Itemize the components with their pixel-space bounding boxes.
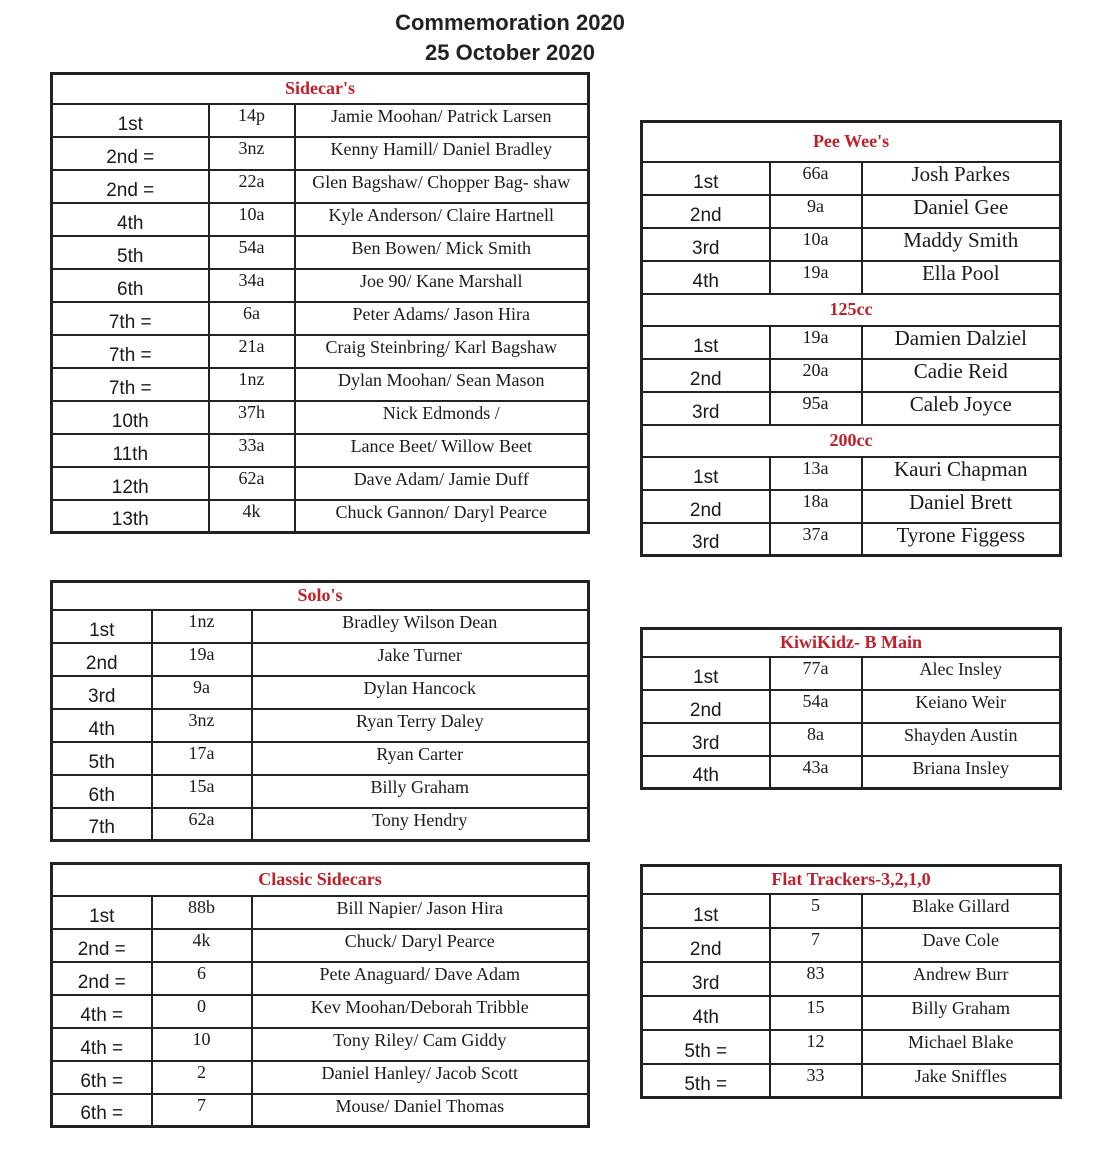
position-cell: 1st — [52, 104, 209, 137]
position-cell: 2nd = — [52, 929, 152, 962]
position-cell: 2nd — [642, 928, 770, 962]
table-row — [52, 368, 589, 401]
table-row — [642, 657, 1061, 690]
number-cell: 34a — [209, 269, 295, 302]
classic-body — [52, 864, 589, 1127]
position-cell: 4th = — [52, 1028, 152, 1061]
rider-name-cell: Mouse/ Daniel Thomas — [252, 1094, 589, 1127]
number-cell: 37h — [209, 401, 295, 434]
section-title: 125cc — [642, 294, 1061, 326]
position-cell: 4th — [642, 996, 770, 1030]
number-cell: 19a — [152, 643, 252, 676]
number-cell: 22a — [209, 170, 295, 203]
page-date: 25 October 2020 — [425, 40, 595, 65]
table-row — [52, 1028, 589, 1061]
rider-name-cell: Bill Napier/ Jason Hira — [252, 896, 589, 929]
position-cell: 7th = — [52, 335, 209, 368]
table-row — [52, 742, 589, 775]
table-row — [52, 1061, 589, 1094]
number-cell: 2 — [152, 1061, 252, 1094]
page-title: Commemoration 2020 — [395, 10, 625, 35]
table-row — [642, 723, 1061, 756]
table-row — [52, 335, 589, 368]
rider-name-cell: Nick Edmonds / — [295, 401, 589, 434]
position-cell: 2nd — [642, 490, 770, 523]
number-cell: 62a — [209, 467, 295, 500]
section-title: Classic Sidecars — [52, 864, 589, 896]
position-cell: 3rd — [642, 523, 770, 556]
position-cell: 4th — [642, 756, 770, 789]
rider-name-cell: Kev Moohan/Deborah Tribble — [252, 995, 589, 1028]
rider-name-cell: Ryan Terry Daley — [252, 709, 589, 742]
position-cell: 7th — [52, 808, 152, 841]
table-row — [642, 392, 1061, 425]
table-row — [642, 1030, 1061, 1064]
position-cell: 1st — [52, 610, 152, 643]
position-cell: 6th — [52, 775, 152, 808]
rider-name-cell: Chuck/ Daryl Pearce — [252, 929, 589, 962]
table-row — [52, 104, 589, 137]
table-row — [52, 610, 589, 643]
solos-table — [50, 580, 590, 842]
number-cell: 77a — [770, 657, 862, 690]
rider-name-cell: Michael Blake — [862, 1030, 1061, 1064]
position-cell: 1st — [642, 457, 770, 490]
rider-name-cell: Caleb Joyce — [862, 392, 1061, 425]
rider-name-cell: Peter Adams/ Jason Hira — [295, 302, 589, 335]
rider-name-cell: Craig Steinbring/ Karl Bagshaw — [295, 335, 589, 368]
table-row — [642, 457, 1061, 490]
number-cell: 14p — [209, 104, 295, 137]
table-row — [642, 1064, 1061, 1098]
number-cell: 54a — [209, 236, 295, 269]
number-cell: 1nz — [209, 368, 295, 401]
number-cell: 10 — [152, 1028, 252, 1061]
position-cell: 2nd = — [52, 137, 209, 170]
rider-name-cell: Daniel Hanley/ Jacob Scott — [252, 1061, 589, 1094]
rider-name-cell: Daniel Gee — [862, 195, 1061, 228]
rider-name-cell: Josh Parkes — [862, 162, 1061, 195]
position-cell: 3rd — [642, 723, 770, 756]
table-row — [52, 1094, 589, 1127]
rider-name-cell: Alec Insley — [862, 657, 1061, 690]
juniors-table — [640, 120, 1062, 557]
table-row — [642, 261, 1061, 294]
position-cell: 3rd — [642, 228, 770, 261]
number-cell: 7 — [152, 1094, 252, 1127]
table-row — [642, 326, 1061, 359]
rider-name-cell: Andrew Burr — [862, 962, 1061, 996]
number-cell: 8a — [770, 723, 862, 756]
section-header-row — [642, 425, 1061, 457]
rider-name-cell: Jake Turner — [252, 643, 589, 676]
position-cell: 11th — [52, 434, 209, 467]
table-row — [52, 962, 589, 995]
rider-name-cell: Tyrone Figgess — [862, 523, 1061, 556]
table-row — [642, 228, 1061, 261]
position-cell: 1st — [642, 894, 770, 928]
number-cell: 66a — [770, 162, 862, 195]
number-cell: 9a — [770, 195, 862, 228]
rider-name-cell: Dave Cole — [862, 928, 1061, 962]
rider-name-cell: Kyle Anderson/ Claire Hartnell — [295, 203, 589, 236]
table-row — [52, 302, 589, 335]
position-cell: 6th = — [52, 1061, 152, 1094]
kiwikidz-body — [642, 629, 1061, 789]
rider-name-cell: Briana Insley — [862, 756, 1061, 789]
rider-name-cell: Daniel Brett — [862, 490, 1061, 523]
kiwikidz-table — [640, 627, 1062, 790]
number-cell: 13a — [770, 457, 862, 490]
number-cell: 10a — [209, 203, 295, 236]
position-cell: 4th = — [52, 995, 152, 1028]
number-cell: 62a — [152, 808, 252, 841]
rider-name-cell: Dylan Hancock — [252, 676, 589, 709]
number-cell: 5 — [770, 894, 862, 928]
table-row — [52, 467, 589, 500]
section-header-row — [642, 294, 1061, 326]
rider-name-cell: Blake Gillard — [862, 894, 1061, 928]
rider-name-cell: Kauri Chapman — [862, 457, 1061, 490]
position-cell: 3rd — [642, 392, 770, 425]
position-cell: 2nd — [642, 690, 770, 723]
table-row — [52, 434, 589, 467]
position-cell: 5th = — [642, 1064, 770, 1098]
position-cell: 3rd — [642, 962, 770, 996]
number-cell: 6a — [209, 302, 295, 335]
table-row — [52, 643, 589, 676]
position-cell: 6th — [52, 269, 209, 302]
rider-name-cell: Shayden Austin — [862, 723, 1061, 756]
position-cell: 13th — [52, 500, 209, 533]
number-cell: 3nz — [209, 137, 295, 170]
table-row — [642, 690, 1061, 723]
table-row — [642, 162, 1061, 195]
position-cell: 2nd = — [52, 962, 152, 995]
table-row — [52, 808, 589, 841]
position-cell: 5th — [52, 742, 152, 775]
rider-name-cell: Chuck Gannon/ Daryl Pearce — [295, 500, 589, 533]
classic-table — [50, 862, 590, 1128]
position-cell: 4th — [52, 203, 209, 236]
number-cell: 20a — [770, 359, 862, 392]
number-cell: 33a — [209, 434, 295, 467]
table-row — [52, 709, 589, 742]
number-cell: 21a — [209, 335, 295, 368]
rider-name-cell: Maddy Smith — [862, 228, 1061, 261]
number-cell: 54a — [770, 690, 862, 723]
number-cell: 17a — [152, 742, 252, 775]
table-row — [642, 928, 1061, 962]
position-cell: 1st — [52, 896, 152, 929]
table-row — [642, 894, 1061, 928]
table-row — [52, 236, 589, 269]
table-row — [642, 490, 1061, 523]
rider-name-cell: Bradley Wilson Dean — [252, 610, 589, 643]
table-row — [642, 195, 1061, 228]
number-cell: 10a — [770, 228, 862, 261]
section-title: KiwiKidz- B Main — [642, 629, 1061, 657]
section-title: Solo's — [52, 582, 589, 610]
number-cell: 19a — [770, 261, 862, 294]
number-cell: 9a — [152, 676, 252, 709]
sidecars-body — [52, 74, 589, 533]
solos-body — [52, 582, 589, 841]
rider-name-cell: Damien Dalziel — [862, 326, 1061, 359]
position-cell: 1st — [642, 657, 770, 690]
section-title: Sidecar's — [52, 74, 589, 104]
number-cell: 12 — [770, 1030, 862, 1064]
position-cell: 2nd = — [52, 170, 209, 203]
rider-name-cell: Dylan Moohan/ Sean Mason — [295, 368, 589, 401]
number-cell: 37a — [770, 523, 862, 556]
position-cell: 5th — [52, 236, 209, 269]
number-cell: 33 — [770, 1064, 862, 1098]
rider-name-cell: Kenny Hamill/ Daniel Bradley — [295, 137, 589, 170]
position-cell: 2nd — [642, 195, 770, 228]
position-cell: 1st — [642, 162, 770, 195]
table-row — [52, 137, 589, 170]
rider-name-cell: Tony Hendry — [252, 808, 589, 841]
number-cell: 95a — [770, 392, 862, 425]
rider-name-cell: Pete Anaguard/ Dave Adam — [252, 962, 589, 995]
position-cell: 2nd — [642, 359, 770, 392]
position-cell: 3rd — [52, 676, 152, 709]
table-row — [52, 896, 589, 929]
number-cell: 83 — [770, 962, 862, 996]
number-cell: 6 — [152, 962, 252, 995]
rider-name-cell: Dave Adam/ Jamie Duff — [295, 467, 589, 500]
number-cell: 19a — [770, 326, 862, 359]
number-cell: 43a — [770, 756, 862, 789]
rider-name-cell: Jamie Moohan/ Patrick Larsen — [295, 104, 589, 137]
table-row — [52, 170, 589, 203]
rider-name-cell: Ben Bowen/ Mick Smith — [295, 236, 589, 269]
position-cell: 1st — [642, 326, 770, 359]
rider-name-cell: Cadie Reid — [862, 359, 1061, 392]
table-row — [52, 995, 589, 1028]
number-cell: 88b — [152, 896, 252, 929]
number-cell: 3nz — [152, 709, 252, 742]
position-cell: 6th = — [52, 1094, 152, 1127]
position-cell: 10th — [52, 401, 209, 434]
rider-name-cell: Keiano Weir — [862, 690, 1061, 723]
position-cell: 4th — [52, 709, 152, 742]
number-cell: 4k — [152, 929, 252, 962]
number-cell: 1nz — [152, 610, 252, 643]
position-cell: 7th = — [52, 302, 209, 335]
table-row — [52, 269, 589, 302]
table-row — [52, 203, 589, 236]
number-cell: 15a — [152, 775, 252, 808]
number-cell: 7 — [770, 928, 862, 962]
rider-name-cell: Ryan Carter — [252, 742, 589, 775]
flat-table — [640, 864, 1062, 1099]
table-row — [642, 523, 1061, 556]
position-cell: 5th = — [642, 1030, 770, 1064]
position-cell: 2nd — [52, 643, 152, 676]
rider-name-cell: Ella Pool — [862, 261, 1061, 294]
table-row — [642, 962, 1061, 996]
rider-name-cell: Billy Graham — [252, 775, 589, 808]
table-row — [642, 996, 1061, 1030]
table-row — [52, 929, 589, 962]
sidecars-table — [50, 72, 590, 534]
rider-name-cell: Tony Riley/ Cam Giddy — [252, 1028, 589, 1061]
table-row — [642, 756, 1061, 789]
position-cell: 4th — [642, 261, 770, 294]
table-row — [52, 401, 589, 434]
section-title: Pee Wee's — [642, 122, 1061, 162]
rider-name-cell: Joe 90/ Kane Marshall — [295, 269, 589, 302]
rider-name-cell: Billy Graham — [862, 996, 1061, 1030]
section-title: Flat Trackers-3,2,1,0 — [642, 866, 1061, 894]
table-row — [642, 359, 1061, 392]
rider-name-cell: Glen Bagshaw/ Chopper Bag- shaw — [295, 170, 589, 203]
number-cell: 0 — [152, 995, 252, 1028]
juniors-body — [642, 122, 1061, 556]
flat-body — [642, 866, 1061, 1098]
table-row — [52, 500, 589, 533]
rider-name-cell: Lance Beet/ Willow Beet — [295, 434, 589, 467]
number-cell: 15 — [770, 996, 862, 1030]
position-cell: 7th = — [52, 368, 209, 401]
number-cell: 4k — [209, 500, 295, 533]
rider-name-cell: Jake Sniffles — [862, 1064, 1061, 1098]
position-cell: 12th — [52, 467, 209, 500]
table-row — [52, 676, 589, 709]
section-title: 200cc — [642, 425, 1061, 457]
table-row — [52, 775, 589, 808]
number-cell: 18a — [770, 490, 862, 523]
